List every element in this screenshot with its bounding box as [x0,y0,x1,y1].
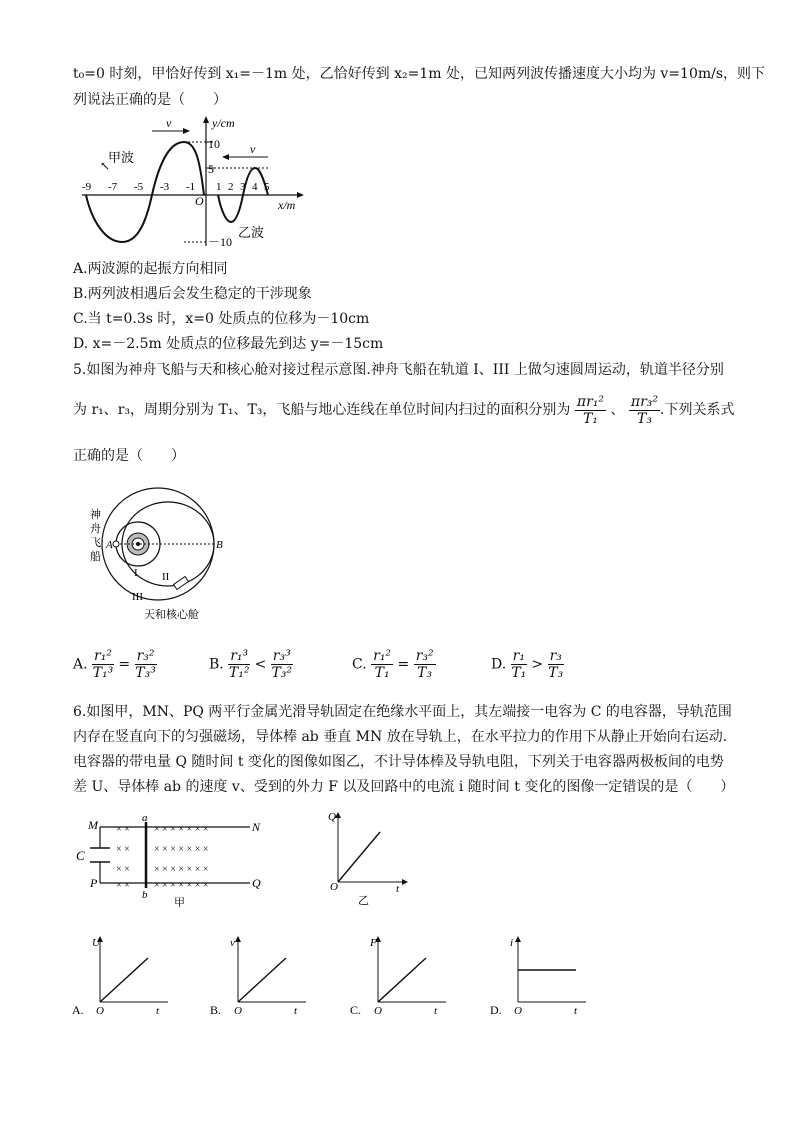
x-tick: -1 [186,181,196,193]
svg-text:× ×: × × [116,824,130,835]
q5-area-fraction-1: $\frac{\text{πr₁²}}{\text{T₁}}$ [576,393,604,427]
wave-a-arrow-icon: ↖ [100,159,111,173]
velocity-label: v [250,142,256,156]
x-tick: 2 [228,181,234,193]
orbit-2-label: II [162,571,170,583]
fig-b-caption: 乙 [358,895,369,907]
y-label: F [370,937,377,949]
ship-label-3: 飞 [90,537,101,549]
q5-option-c[interactable]: C. $\frac{\text{r₁²}}{\text{T₁}}$ = $\frac{\text{r₃²}}{\text{T₃}}$ [352,648,434,681]
orbit-1-label: I [134,567,138,579]
x-tick: 3 [240,181,246,193]
x-axis-label: x/m [278,198,296,212]
y-label: Q [328,811,336,823]
point-a: A [106,539,113,551]
ship-label-1: 神 [90,509,101,521]
q6-graph-a[interactable] [72,930,182,1020]
velocity-label: v [166,116,172,130]
label-n: N [252,820,261,834]
origin-label: O [195,194,204,208]
q5-stem-line-3: 正确的是（ ） [73,448,185,464]
option-label: D. [490,1003,502,1017]
q4-option-d[interactable]: D. x=－2.5m 处质点的位移最先到达 y=－15cm [73,336,384,352]
x-label: t [156,1005,160,1017]
x-tick: -5 [134,181,144,193]
y-label: i [510,937,514,949]
y-tick: －10 [208,235,233,249]
q5-option-d[interactable]: D. $\frac{\text{r₁}}{\text{T₁}}$ > $\frac{\text{r₃}}{\text{T₃}}$ [491,648,564,681]
fig-a-caption: 甲 [174,897,185,909]
q6-stem-line-1: 6.如图甲，MN、PQ 两平行金属光滑导轨固定在绝缘水平面上，其左端接一电容为 C 的电容器，导轨范围 [73,704,732,720]
q6-rail-figure [74,810,274,910]
q4-wave-figure [78,112,308,252]
label-m: M [88,818,98,832]
q4-option-a[interactable]: A.两波源的起振方向相同 [73,261,228,277]
svg-text:× × × × × × ×: × × × × × × × [154,824,209,835]
origin: O [514,1005,522,1017]
q5-stem-text-end: .下列关系式 [660,402,735,418]
q6-charge-graph [322,810,412,910]
ship-icon [113,541,119,547]
x-tick: 4 [252,181,258,193]
x-tick: 1 [216,181,222,193]
magnetic-field-x-marks [116,824,208,891]
svg-text:× ×: × × [116,844,130,855]
q5-stem-line-2 [73,392,734,428]
y-label: v [230,937,235,949]
q5-option-a[interactable]: A. $\frac{\text{r₁²}}{\text{T₁³}}$ = $\frac{\text{r₃²}}{\text{T₃³}}$ [73,648,156,681]
label-c: C [76,848,85,863]
q6-stem-line-2: 内存在竖直向下的匀强磁场，导体棒 ab 垂直 MN 放在导轨上，在水平拉力的作用下从静止开始向右运动. [73,729,728,745]
core-module-icon [174,577,189,590]
y-label: U [92,937,100,949]
wave-a-label: 甲波 [108,150,135,165]
q6-graph-b[interactable] [210,930,320,1020]
module-label: 天和核心舱 [144,609,199,621]
y-tick: 10 [208,137,220,151]
svg-text:× × × × × × ×: × × × × × × × [154,880,209,891]
svg-text:× ×: × × [116,864,130,875]
x-label: t [396,883,400,895]
svg-text:× × × × × × ×: × × × × × × × [154,864,209,875]
ship-label-2: 舟 [90,523,101,535]
y-axis-label: y/cm [212,116,235,130]
q4-option-c[interactable]: C.当 t=0.3s 时，x=0 处质点的位移为－10cm [73,311,370,327]
point-b: B [216,539,223,551]
y-tick: 5 [208,162,214,176]
q6-graph-d[interactable] [490,930,600,1020]
x-tick: -9 [82,181,92,193]
q5-area-fraction-2: $\frac{\text{πr₃²}}{\text{T₃}}$ [630,393,659,427]
wave-b-label: 乙波 [238,225,265,240]
ship-label-4: 船 [90,551,101,563]
label-b: b [142,889,148,901]
origin: O [374,1005,382,1017]
q5-stem-text: 为 r₁、r₃，周期分别为 T₁、T₃，飞船与地心连线在单位时间内扫过的面积分别为 [73,402,571,418]
svg-text:× × × × × × ×: × × × × × × × [154,844,209,855]
x-tick: -3 [160,181,170,193]
svg-text:× ×: × × [116,880,130,891]
label-a: a [142,812,148,824]
x-label: t [294,1005,298,1017]
q4-option-b[interactable]: B.两列波相遇后会发生稳定的干涉现象 [73,286,312,302]
option-label: C. [350,1003,362,1017]
x-tick: -7 [108,181,118,193]
q-line [338,832,380,882]
q5-stem-line-1: 5.如图为神舟飞船与天和核心舱对接过程示意图.神舟飞船在轨道 I、III 上做匀速圆周运动，轨道半径分别 [73,362,724,378]
origin: O [330,881,338,893]
x-label: t [574,1005,578,1017]
x-tick: 5 [264,181,270,193]
origin: O [234,1005,242,1017]
q4-stem-line-2: 列说法正确的是（ ） [73,92,227,108]
label-p: P [90,876,98,890]
orbit-3-label: III [132,591,143,603]
x-label: t [434,1005,438,1017]
q6-stem-line-3: 电容器的带电量 Q 随时间 t 变化的图像如图乙，不计导体棒及导轨电阻，下列关于电容器两极板间的电势 [73,754,724,770]
q5-separator: 、 [610,402,625,418]
option-label: B. [210,1003,222,1017]
q5-option-b[interactable]: B. $\frac{\text{r₁³}}{\text{T₁²}}$ < $\frac{\text{r₃³}}{\text{T₃²}}$ [209,648,292,681]
q6-stem-line-4: 差 U、导体棒 ab 的速度 v、受到的外力 F 以及回路中的电流 i 随时间 t 变化的图像一定错误的是（ ） [73,779,735,795]
label-q: Q [252,876,261,890]
q6-graph-c[interactable] [350,930,460,1020]
option-label: A. [72,1003,84,1017]
q4-stem-line-1: t₀=0 时刻，甲恰好传到 x₁=－1m 处，乙恰好传到 x₂=1m 处，已知两列波传播速度大小均为 v=10m/s，则下 [73,66,766,82]
q5-orbit-figure [86,480,226,625]
origin: O [96,1005,104,1017]
